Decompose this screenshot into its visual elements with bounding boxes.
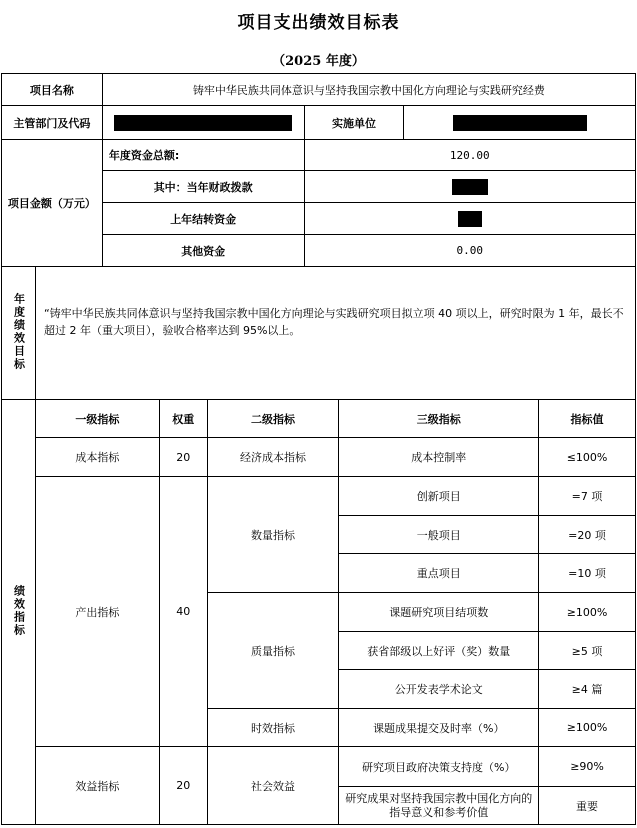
cost-level2: 经济成本指标 xyxy=(207,438,339,477)
table-row-level3: 一般项目 xyxy=(339,516,539,554)
timeliness-level2: 时效指标 xyxy=(207,709,339,747)
table-row-value: ≥100% xyxy=(539,593,636,632)
indicators-section-label: 绩效指标 xyxy=(2,400,36,825)
table-row-value: ≥5 项 xyxy=(539,632,636,670)
funding-label: 项目金额（万元） xyxy=(2,140,103,267)
fiscal-allocation-value-redacted xyxy=(304,171,635,203)
table-row-value: 重要 xyxy=(539,787,636,825)
quantity-level2: 数量指标 xyxy=(207,477,339,593)
dept-label: 主管部门及代码 xyxy=(2,106,103,140)
funding-table xyxy=(1,139,636,267)
info-table xyxy=(1,73,636,140)
cost-weight: 20 xyxy=(159,438,207,477)
benefit-weight: 20 xyxy=(159,747,207,825)
quality-level2: 质量指标 xyxy=(207,593,339,709)
table-row-value: ≥90% xyxy=(539,747,636,787)
timeliness-value: ≥100% xyxy=(539,709,636,747)
table-row-value: =20 项 xyxy=(539,516,636,554)
indicator-table xyxy=(1,266,636,825)
goal-text: “铸牢中华民族共同体意识与坚持我国宗教中国化方向理论与实践研究项目拟立项 40 项以上，研究时限为 1 年，最长不超过 2 年（重大项目），验收合格率达到 95%以上。 xyxy=(35,267,635,400)
total-funds-value: 120.00 xyxy=(304,140,635,171)
benefit-level1: 效益指标 xyxy=(35,747,159,825)
timeliness-level3: 课题成果提交及时率（%） xyxy=(339,709,539,747)
fiscal-allocation-label: 其中：当年财政拨款 xyxy=(102,171,304,203)
table-row-level3: 研究成果对坚持我国宗教中国化方向的指导意义和参考价值 xyxy=(339,787,539,825)
cost-level3: 成本控制率 xyxy=(339,438,539,477)
table-row-level3: 研究项目政府决策支持度（%） xyxy=(339,747,539,787)
table-row-level3: 公开发表学术论文 xyxy=(339,670,539,709)
table-row-level3: 重点项目 xyxy=(339,554,539,593)
impl-unit-label: 实施单位 xyxy=(304,106,404,140)
other-funds-label: 其他资金 xyxy=(102,235,304,267)
table-row-value: =7 项 xyxy=(539,477,636,516)
project-name-label: 项目名称 xyxy=(2,74,103,106)
project-name-value: 铸牢中华民族共同体意识与坚持我国宗教中国化方向理论与实践研究经费 xyxy=(102,74,635,106)
output-weight: 40 xyxy=(159,477,207,747)
table-row-level3: 获省部级以上好评（奖）数量 xyxy=(339,632,539,670)
table-row-value: =10 项 xyxy=(539,554,636,593)
benefit-level2: 社会效益 xyxy=(207,747,339,825)
carryover-value-redacted xyxy=(304,203,635,235)
header-level3: 三级指标 xyxy=(339,400,539,438)
output-level1: 产出指标 xyxy=(35,477,159,747)
header-level1: 一级指标 xyxy=(35,400,159,438)
cost-value: ≤100% xyxy=(539,438,636,477)
page-title: 项目支出绩效目标表 xyxy=(237,13,400,33)
header-weight: 权重 xyxy=(159,400,207,438)
table-row-level3: 创新项目 xyxy=(339,477,539,516)
year-subtitle: （2025 年度） xyxy=(272,54,365,69)
header-value: 指标值 xyxy=(539,400,636,438)
total-funds-label: 年度资金总额: xyxy=(102,140,304,171)
other-funds-value: 0.00 xyxy=(304,235,635,267)
dept-value-redacted xyxy=(102,106,304,140)
impl-unit-value-redacted xyxy=(404,106,636,140)
cost-level1: 成本指标 xyxy=(35,438,159,477)
table-row-level3: 课题研究项目结项数 xyxy=(339,593,539,632)
carryover-label: 上年结转资金 xyxy=(102,203,304,235)
goal-label: 年度绩效目标 xyxy=(2,267,36,400)
header-level2: 二级指标 xyxy=(207,400,339,438)
table-row-value: ≥4 篇 xyxy=(539,670,636,709)
